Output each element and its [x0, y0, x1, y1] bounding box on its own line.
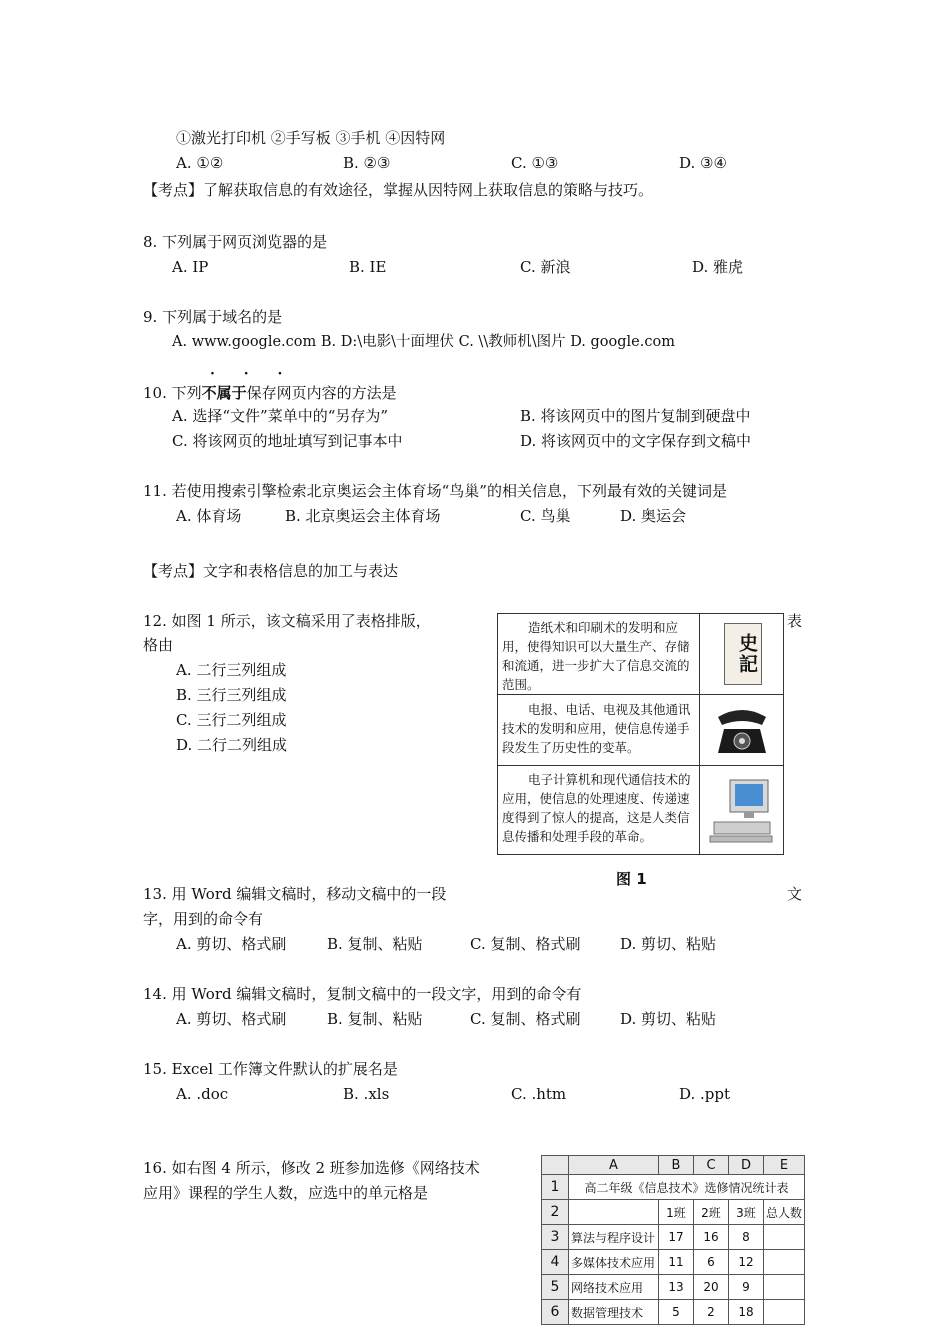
cell: 2: [694, 1300, 729, 1325]
cell: 8: [729, 1225, 764, 1250]
q10-option-c: C. 将该网页的地址填写到记事本中: [172, 432, 403, 450]
cell: 11: [659, 1250, 694, 1275]
sheet-row: [542, 1200, 805, 1225]
q15-option-d: D. .ppt: [679, 1085, 731, 1103]
q11-option-a: A. 体育场: [176, 507, 242, 525]
spreadsheet-figure: [541, 1155, 809, 1344]
q7-option-b: B. ②③: [343, 154, 391, 172]
q15-option-a: A. .doc: [176, 1085, 229, 1103]
cell: [764, 1225, 805, 1250]
q11-option-c: C. 鸟巢: [520, 507, 571, 525]
q13-option-d: D. 剪切、粘贴: [620, 935, 717, 953]
q13-option-a: A. 剪切、格式刷: [176, 935, 287, 953]
q11-option-b: B. 北京奥运会主体育场: [285, 507, 441, 525]
sheet-row: [542, 1275, 805, 1300]
q13-stem-tail: 文: [787, 885, 803, 903]
cell: 2班: [694, 1200, 729, 1225]
cell: 3班: [729, 1200, 764, 1225]
key-point-1: 【考点】了解获取信息的有效途径，掌握从因特网上获取信息的策略与技巧。: [143, 181, 654, 199]
q15-option-c: C. .htm: [511, 1085, 567, 1103]
cell: [764, 1300, 805, 1325]
figure-1-row: [498, 614, 783, 695]
q7-items: ①激光打印机 ②手写板 ③手机 ④因特网: [176, 129, 446, 147]
q10-stem-pre: 10. 下列: [143, 384, 202, 402]
cell: 6: [694, 1250, 729, 1275]
cell: 5: [659, 1300, 694, 1325]
cell: 18: [729, 1300, 764, 1325]
row-number: 3: [542, 1225, 569, 1250]
row-number: 5: [542, 1275, 569, 1300]
row-number: 4: [542, 1250, 569, 1275]
telephone-icon: [699, 695, 784, 765]
q14-option-c: C. 复制、格式刷: [470, 1010, 581, 1028]
q8-option-b: B. IE: [349, 258, 387, 276]
cell: 20: [694, 1275, 729, 1300]
column-header-row: [542, 1156, 805, 1175]
sheet-row: [542, 1175, 805, 1200]
q12-option-a: A. 二行三列组成: [176, 661, 287, 679]
cell: 16: [694, 1225, 729, 1250]
q15-stem: 15. Excel 工作簿文件默认的扩展名是: [143, 1060, 398, 1078]
row-number: 6: [542, 1300, 569, 1325]
cell: 17: [659, 1225, 694, 1250]
q8-option-c: C. 新浪: [520, 258, 571, 276]
q10-option-d: D. 将该网页中的文字保存到文稿中: [520, 432, 752, 450]
q16-stem-line1: 16. 如右图 4 所示，修改 2 班参加选修《网络技术: [143, 1159, 480, 1177]
q13-option-c: C. 复制、格式刷: [470, 935, 581, 953]
q12-stem-line1: 12. 如图 1 所示，该文稿采用了表格排版，: [143, 612, 431, 630]
emphasis-dots: · · ·: [210, 366, 295, 382]
q14-option-a: A. 剪切、格式刷: [176, 1010, 287, 1028]
cell: 1班: [659, 1200, 694, 1225]
q8-stem: 8. 下列属于网页浏览器的是: [143, 233, 328, 251]
sheet-title-cell: 高二年级《信息技术》选修情况统计表: [569, 1175, 805, 1200]
column-header: E: [764, 1156, 805, 1175]
column-header: A: [569, 1156, 659, 1175]
q14-option-d: D. 剪切、粘贴: [620, 1010, 717, 1028]
q10-stem-post: 保存网页内容的方法是: [246, 384, 397, 402]
q10-option-b: B. 将该网页中的图片复制到硬盘中: [520, 407, 751, 425]
q13-option-b: B. 复制、粘贴: [327, 935, 423, 953]
cell: 算法与程序设计: [569, 1225, 659, 1250]
figure-1-table: [497, 613, 784, 855]
cell: 总人数: [764, 1200, 805, 1225]
figure-1-row-text: 电子计算机和现代通信技术的应用，使信息的处理速度、传递速度得到了惊人的提高，这是人类信息传播和处理手段的革命。: [502, 772, 691, 844]
figure-1-row: [498, 766, 783, 854]
shiji-title: 史記: [724, 623, 762, 685]
q12-stem-tail: 表: [787, 612, 803, 630]
q7-option-c: C. ①③: [511, 154, 559, 172]
figure-1-row: [498, 695, 783, 766]
column-header: B: [659, 1156, 694, 1175]
figure-1-row-text: 造纸术和印刷术的发明和应用，使得知识可以大量生产、存储和流通，进一步扩大了信息交流的范围。: [502, 620, 690, 692]
figure-1-caption: 图 1: [616, 870, 647, 888]
computer-icon: [699, 766, 784, 854]
q8-option-a: A. IP: [172, 258, 209, 276]
sheet-row: [542, 1250, 805, 1275]
q12-option-b: B. 三行三列组成: [176, 686, 287, 704]
q8-option-d: D. 雅虎: [692, 258, 744, 276]
cell: 网络技术应用: [569, 1275, 659, 1300]
key-point-2: 【考点】文字和表格信息的加工与表达: [143, 562, 399, 580]
q14-stem: 14. 用 Word 编辑文稿时，复制文稿中的一段文字，用到的命令有: [143, 985, 582, 1003]
cell: [764, 1275, 805, 1300]
row-number: 2: [542, 1200, 569, 1225]
q10-stem: [143, 383, 397, 403]
q9-stem: 9. 下列属于域名的是: [143, 308, 283, 326]
corner-cell: [542, 1156, 569, 1175]
q15-option-b: B. .xls: [343, 1085, 390, 1103]
figure-1-row-text: 电报、电话、电视及其他通讯技术的发明和应用，使信息传递手段发生了历史性的变革。: [502, 702, 691, 755]
spreadsheet-table: [541, 1155, 805, 1325]
q10-stem-emphasis: 不属于: [201, 384, 247, 402]
q7-option-d: D. ③④: [679, 154, 727, 172]
q14-option-b: B. 复制、粘贴: [327, 1010, 423, 1028]
q11-stem: 11. 若使用搜索引擎检索北京奥运会主体育场“鸟巢”的相关信息，下列最有效的关键词是: [143, 482, 727, 500]
shiji-book-image: [699, 614, 784, 694]
cell: 多媒体技术应用: [569, 1250, 659, 1275]
q11-option-d: D. 奥运会: [620, 507, 687, 525]
q12-option-d: D. 二行二列组成: [176, 736, 288, 754]
q7-option-a: A. ①②: [176, 154, 224, 172]
cell: 数据管理技术: [569, 1300, 659, 1325]
q9-options: A. www.google.com B. D:\电影\十面埋伏 C. \\教师机\图片 D. google.com: [172, 334, 675, 350]
cell: [764, 1250, 805, 1275]
column-header: C: [694, 1156, 729, 1175]
cell: 9: [729, 1275, 764, 1300]
cell: 13: [659, 1275, 694, 1300]
q12-option-c: C. 三行二列组成: [176, 711, 287, 729]
sheet-row: [542, 1225, 805, 1250]
sheet-row: [542, 1300, 805, 1325]
row-number: 1: [542, 1175, 569, 1200]
cell: [569, 1200, 659, 1225]
cell: 12: [729, 1250, 764, 1275]
q10-option-a: A. 选择“文件”菜单中的“另存为”: [172, 407, 389, 425]
q13-stem-line2: 字，用到的命令有: [143, 910, 264, 928]
q12-stem-line2: 格由: [143, 636, 174, 654]
q16-stem-line2: 应用》课程的学生人数，应选中的单元格是: [143, 1184, 429, 1202]
q13-stem-line1: 13. 用 Word 编辑文稿时，移动文稿中的一段: [143, 885, 447, 903]
column-header: D: [729, 1156, 764, 1175]
